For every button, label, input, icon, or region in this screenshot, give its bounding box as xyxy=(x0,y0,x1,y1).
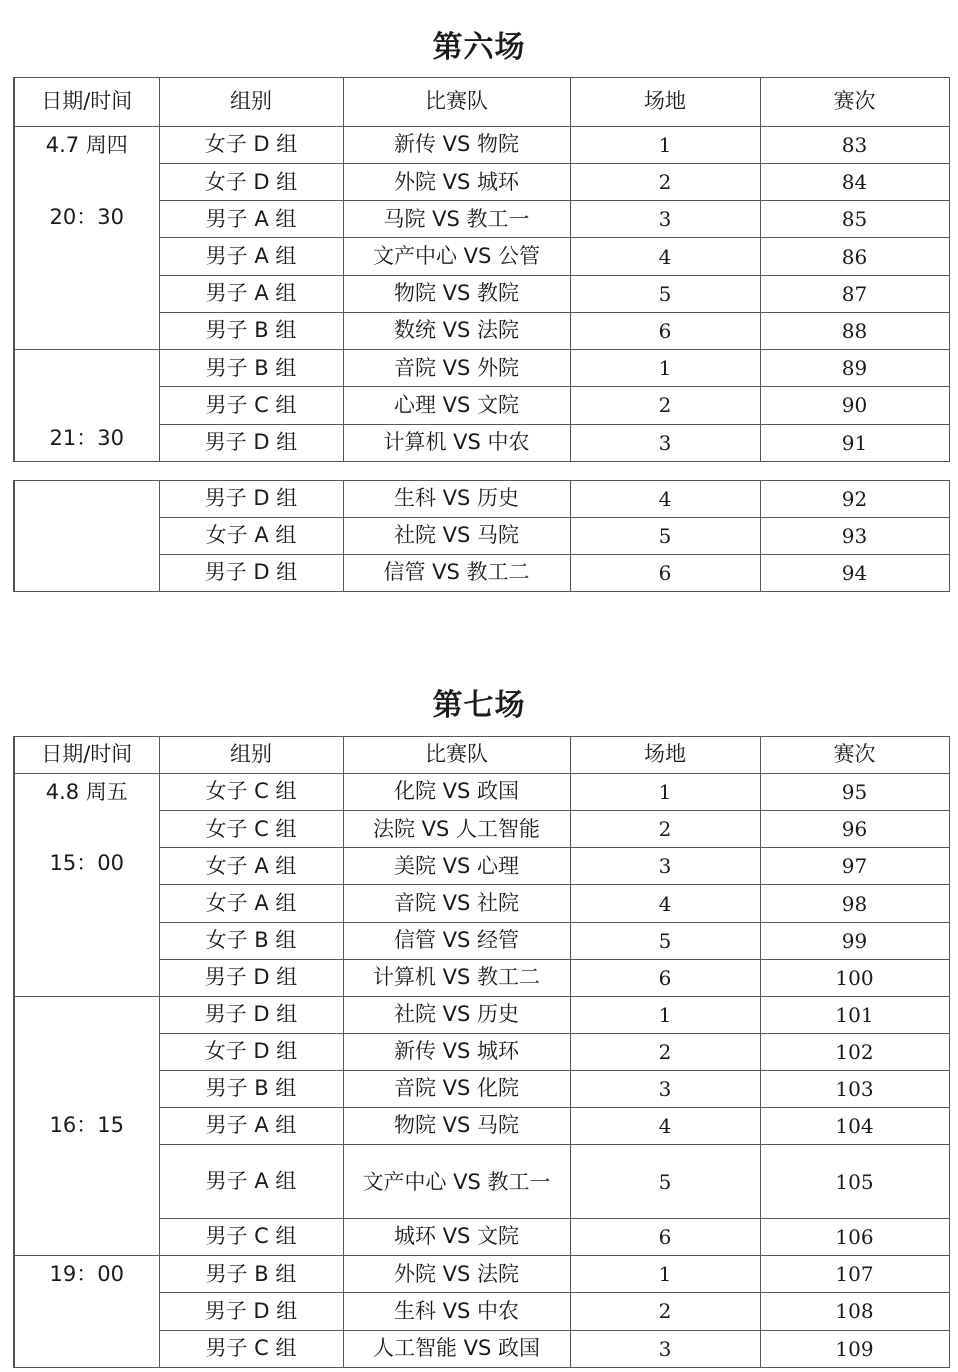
group-cell: 男子 B 组 xyxy=(159,1071,343,1108)
section6-title: 第六场 xyxy=(432,30,526,65)
group-cell: 女子 C 组 xyxy=(159,811,343,848)
section7-title: 第七场 xyxy=(432,688,526,723)
teams-cell: 城环 VS 文院 xyxy=(343,1219,570,1256)
header-match: 赛次 xyxy=(760,78,949,127)
header-venue: 场地 xyxy=(570,78,760,127)
group-cell: 女子 B 组 xyxy=(159,922,343,959)
venue-cell: 5 xyxy=(570,922,760,959)
table-row xyxy=(14,127,949,164)
group-cell: 男子 B 组 xyxy=(159,1256,343,1293)
teams-cell: 音院 VS 社院 xyxy=(343,885,570,922)
venue-cell: 2 xyxy=(570,387,760,424)
header-row xyxy=(14,737,949,774)
group-cell: 女子 D 组 xyxy=(159,1034,343,1071)
group-cell: 男子 A 组 xyxy=(159,238,343,275)
match-time: 15：00 xyxy=(49,851,124,875)
match-number-cell: 86 xyxy=(760,238,949,275)
venue-cell: 1 xyxy=(570,774,760,811)
teams-cell: 新传 VS 城环 xyxy=(343,1034,570,1071)
match-number-cell: 95 xyxy=(760,774,949,811)
venue-cell: 3 xyxy=(570,424,760,461)
teams-cell: 法院 VS 人工智能 xyxy=(343,811,570,848)
teams-cell: 化院 VS 政国 xyxy=(343,774,570,811)
header-teams: 比赛队 xyxy=(343,737,570,774)
venue-cell: 3 xyxy=(570,848,760,885)
venue-cell: 6 xyxy=(570,555,760,592)
group-cell: 男子 A 组 xyxy=(159,275,343,312)
match-number-cell: 103 xyxy=(760,1071,949,1108)
teams-cell: 美院 VS 心理 xyxy=(343,848,570,885)
match-number-cell: 104 xyxy=(760,1108,949,1145)
group-cell: 女子 A 组 xyxy=(159,518,343,555)
match-number-cell: 96 xyxy=(760,811,949,848)
venue-cell: 1 xyxy=(570,350,760,387)
match-number-cell: 100 xyxy=(760,959,949,996)
teams-cell: 心理 VS 文院 xyxy=(343,387,570,424)
teams-cell: 计算机 VS 教工二 xyxy=(343,959,570,996)
teams-cell: 物院 VS 马院 xyxy=(343,1108,570,1145)
match-number-cell: 94 xyxy=(760,555,949,592)
match-number-cell: 83 xyxy=(760,127,949,164)
match-number-cell: 97 xyxy=(760,848,949,885)
teams-cell: 数统 VS 法院 xyxy=(343,312,570,349)
match-time: 19：00 xyxy=(49,1262,124,1286)
match-number-cell: 93 xyxy=(760,518,949,555)
teams-cell: 信管 VS 经管 xyxy=(343,922,570,959)
header-row xyxy=(14,78,949,127)
match-number-cell: 109 xyxy=(760,1330,949,1367)
match-number-cell: 92 xyxy=(760,481,949,518)
group-cell: 女子 D 组 xyxy=(159,127,343,164)
group-cell: 男子 D 组 xyxy=(159,424,343,461)
group-cell: 男子 B 组 xyxy=(159,350,343,387)
match-number-cell: 108 xyxy=(760,1293,949,1330)
match-number-cell: 90 xyxy=(760,387,949,424)
venue-cell: 3 xyxy=(570,1330,760,1367)
teams-cell: 音院 VS 化院 xyxy=(343,1071,570,1108)
header-datetime: 日期/时间 xyxy=(14,737,159,774)
venue-cell: 3 xyxy=(570,201,760,238)
header-teams: 比赛队 xyxy=(343,78,570,127)
teams-cell: 音院 VS 外院 xyxy=(343,350,570,387)
venue-cell: 4 xyxy=(570,481,760,518)
group-cell: 女子 C 组 xyxy=(159,774,343,811)
section6-table-continued xyxy=(13,480,950,592)
teams-cell: 生科 VS 历史 xyxy=(343,481,570,518)
match-time: 20：30 xyxy=(49,205,124,229)
group-cell: 男子 C 组 xyxy=(159,387,343,424)
venue-cell: 2 xyxy=(570,811,760,848)
datetime-cell: 16：15 xyxy=(14,997,159,1256)
venue-cell: 1 xyxy=(570,1256,760,1293)
datetime-cell xyxy=(14,774,159,997)
venue-cell: 6 xyxy=(570,959,760,996)
table-row xyxy=(14,481,949,518)
teams-cell: 社院 VS 马院 xyxy=(343,518,570,555)
match-number-cell: 87 xyxy=(760,275,949,312)
datetime-cell xyxy=(14,481,159,592)
teams-cell: 生科 VS 中农 xyxy=(343,1293,570,1330)
section7-table xyxy=(13,736,950,1368)
teams-cell: 计算机 VS 中农 xyxy=(343,424,570,461)
match-number-cell: 106 xyxy=(760,1219,949,1256)
group-cell: 男子 C 组 xyxy=(159,1330,343,1367)
group-cell: 男子 D 组 xyxy=(159,555,343,592)
group-cell: 男子 D 组 xyxy=(159,959,343,996)
group-cell: 男子 A 组 xyxy=(159,1145,343,1219)
teams-cell: 文产中心 VS 教工一 xyxy=(343,1145,570,1219)
teams-cell: 人工智能 VS 政国 xyxy=(343,1330,570,1367)
group-cell: 男子 D 组 xyxy=(159,481,343,518)
venue-cell: 2 xyxy=(570,1293,760,1330)
teams-cell: 外院 VS 法院 xyxy=(343,1256,570,1293)
venue-cell: 6 xyxy=(570,1219,760,1256)
venue-cell: 5 xyxy=(570,518,760,555)
teams-cell: 社院 VS 历史 xyxy=(343,997,570,1034)
teams-cell: 信管 VS 教工二 xyxy=(343,555,570,592)
table-row xyxy=(14,997,949,1034)
match-number-cell: 98 xyxy=(760,885,949,922)
group-cell: 女子 A 组 xyxy=(159,848,343,885)
table-row xyxy=(14,350,949,387)
match-date: 4.7 周四 xyxy=(45,133,128,157)
header-group: 组别 xyxy=(159,78,343,127)
group-cell: 男子 D 组 xyxy=(159,997,343,1034)
datetime-cell xyxy=(14,127,159,350)
venue-cell: 3 xyxy=(570,1071,760,1108)
venue-cell: 6 xyxy=(570,312,760,349)
teams-cell: 新传 VS 物院 xyxy=(343,127,570,164)
datetime-cell xyxy=(14,1256,159,1368)
section6-table xyxy=(13,77,950,462)
group-cell: 男子 B 组 xyxy=(159,312,343,349)
group-cell: 女子 A 组 xyxy=(159,885,343,922)
match-number-cell: 88 xyxy=(760,312,949,349)
match-number-cell: 101 xyxy=(760,997,949,1034)
teams-cell: 文产中心 VS 公管 xyxy=(343,238,570,275)
match-number-cell: 85 xyxy=(760,201,949,238)
venue-cell: 4 xyxy=(570,1108,760,1145)
teams-cell: 外院 VS 城环 xyxy=(343,164,570,201)
match-number-cell: 84 xyxy=(760,164,949,201)
teams-cell: 物院 VS 教院 xyxy=(343,275,570,312)
venue-cell: 4 xyxy=(570,885,760,922)
table-row xyxy=(14,774,949,811)
match-number-cell: 102 xyxy=(760,1034,949,1071)
venue-cell: 4 xyxy=(570,238,760,275)
match-number-cell: 89 xyxy=(760,350,949,387)
venue-cell: 2 xyxy=(570,1034,760,1071)
header-group: 组别 xyxy=(159,737,343,774)
teams-cell: 马院 VS 教工一 xyxy=(343,201,570,238)
header-venue: 场地 xyxy=(570,737,760,774)
group-cell: 男子 D 组 xyxy=(159,1293,343,1330)
venue-cell: 5 xyxy=(570,275,760,312)
group-cell: 男子 A 组 xyxy=(159,201,343,238)
match-number-cell: 91 xyxy=(760,424,949,461)
match-time: 21：30 xyxy=(49,426,124,450)
group-cell: 男子 C 组 xyxy=(159,1219,343,1256)
venue-cell: 1 xyxy=(570,997,760,1034)
venue-cell: 5 xyxy=(570,1145,760,1219)
datetime-cell xyxy=(14,350,159,462)
venue-cell: 1 xyxy=(570,127,760,164)
group-cell: 男子 A 组 xyxy=(159,1108,343,1145)
match-number-cell: 107 xyxy=(760,1256,949,1293)
group-cell: 女子 D 组 xyxy=(159,164,343,201)
match-date: 4.8 周五 xyxy=(45,780,128,804)
header-datetime: 日期/时间 xyxy=(14,78,159,127)
match-number-cell: 99 xyxy=(760,922,949,959)
header-match: 赛次 xyxy=(760,737,949,774)
venue-cell: 2 xyxy=(570,164,760,201)
match-number-cell: 105 xyxy=(760,1145,949,1219)
table-row xyxy=(14,1256,949,1293)
